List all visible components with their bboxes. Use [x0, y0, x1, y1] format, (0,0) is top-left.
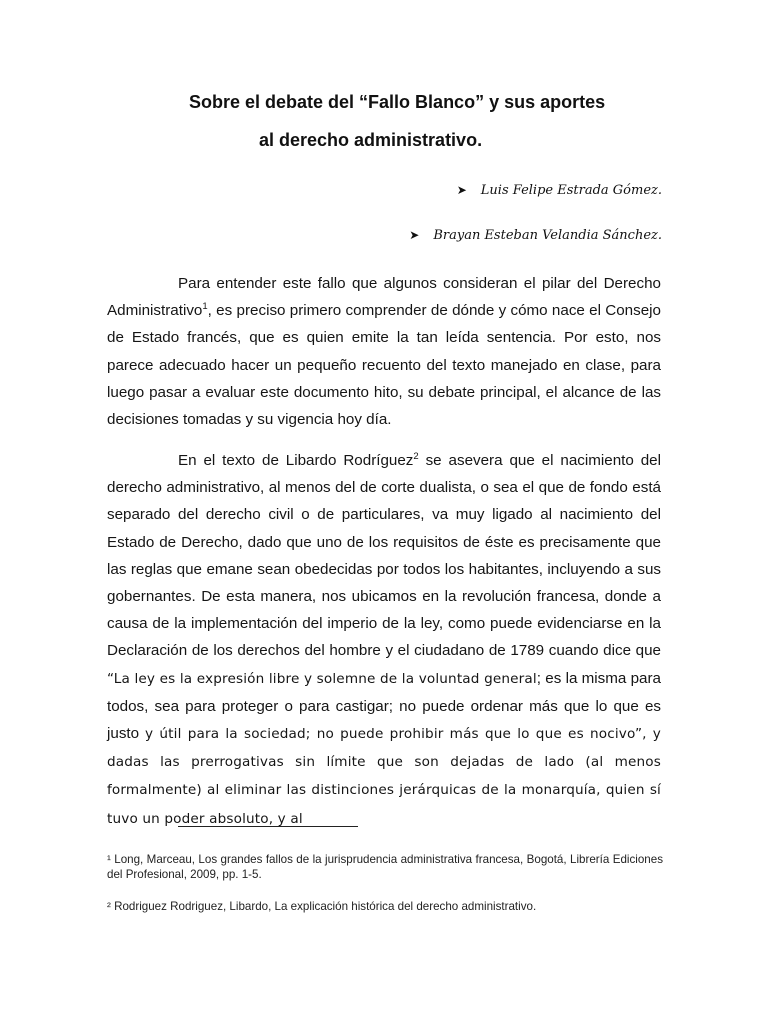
- paragraph-1-text-b: , es preciso primero comprender de dónde y cómo nace el Consejo de Estado francés, que es quien emite la tan leída sentencia. Por esto, nos parece adecuado hacer un pequeño recuento del texto manejado en clase, para luego pasar a evaluar este documento hito, su debate principal, el alcance de las decisiones tomadas y su vigencia hoy día.: [107, 302, 661, 429]
- author-name: Luis Felipe Estrada Gómez.: [480, 183, 662, 198]
- title-line-2: al derecho administrativo.: [259, 130, 483, 150]
- paragraph-2-text-c: ; es la misma para todos, sea para proteger o para castigar; no puede ordenar más que lo que es justo: [107, 669, 662, 743]
- author-2: [409, 228, 662, 243]
- paragraph-1: [107, 270, 661, 433]
- footnote-1: ¹ Long, Marceau, Los grandes fallos de la jurisprudencia administrativa francesa, Bogotá, Librería Ediciones del Profesional, 2009, pp. 1-5.: [107, 853, 663, 881]
- paragraph-2-text-a: En el texto de Libardo Rodríguez: [178, 452, 414, 469]
- footnote-2: ² Rodriguez Rodriguez, Libardo, La explicación histórica del derecho administrativo.: [107, 900, 537, 913]
- footnote-ref-1: 1: [202, 301, 208, 313]
- author-name: Brayan Esteban Velandia Sánchez.: [433, 228, 662, 243]
- footnote-separator: [178, 826, 358, 827]
- title-line-1: Sobre el debate del “Fallo Blanco” y sus aportes: [189, 92, 606, 112]
- arrow-bullet-icon: ➤: [409, 228, 420, 242]
- paragraph-2: [107, 447, 661, 833]
- paragraph-1-text-a: Para entender este fallo que algunos consideran el pilar del Derecho Administrativo: [107, 275, 661, 320]
- arrow-bullet-icon: ➤: [456, 183, 467, 197]
- author-1: [457, 183, 662, 198]
- quote-part-a: “La ley es la expresión libre y solemne de la voluntad general: [107, 670, 537, 687]
- footnote-ref-2: 2: [413, 450, 419, 462]
- paragraph-2-text-d: , y dadas las prerrogativas sin límite que son dejadas de lado (al menos formalmente) al eliminar las distinciones jerárquicas de la monarquía, quien sí tuvo un poder absoluto, y al: [107, 726, 661, 827]
- paragraph-2-text-b: se asevera que el nacimiento del derecho administrativo, al menos del de corte dualista, o sea el que de fondo está separado del derecho civil o de particulares, va muy ligado al nacimiento del Estado de Derecho, dado que uno de los requisitos de éste es precisamente que las reglas que emane sean obedecidas por todos los habitantes, incluyendo a sus gobernantes. De esta manera, nos ubicamos en la revolución francesa, donde a causa de la implementación del imperio de la ley, como puede evidenciarse en la Declaración de los derechos del hombre y el ciudadano de 1789 cuando dice que: [107, 452, 661, 660]
- quote-part-b: y útil para la sociedad; no puede prohibir más que lo que es nocivo”: [145, 726, 643, 743]
